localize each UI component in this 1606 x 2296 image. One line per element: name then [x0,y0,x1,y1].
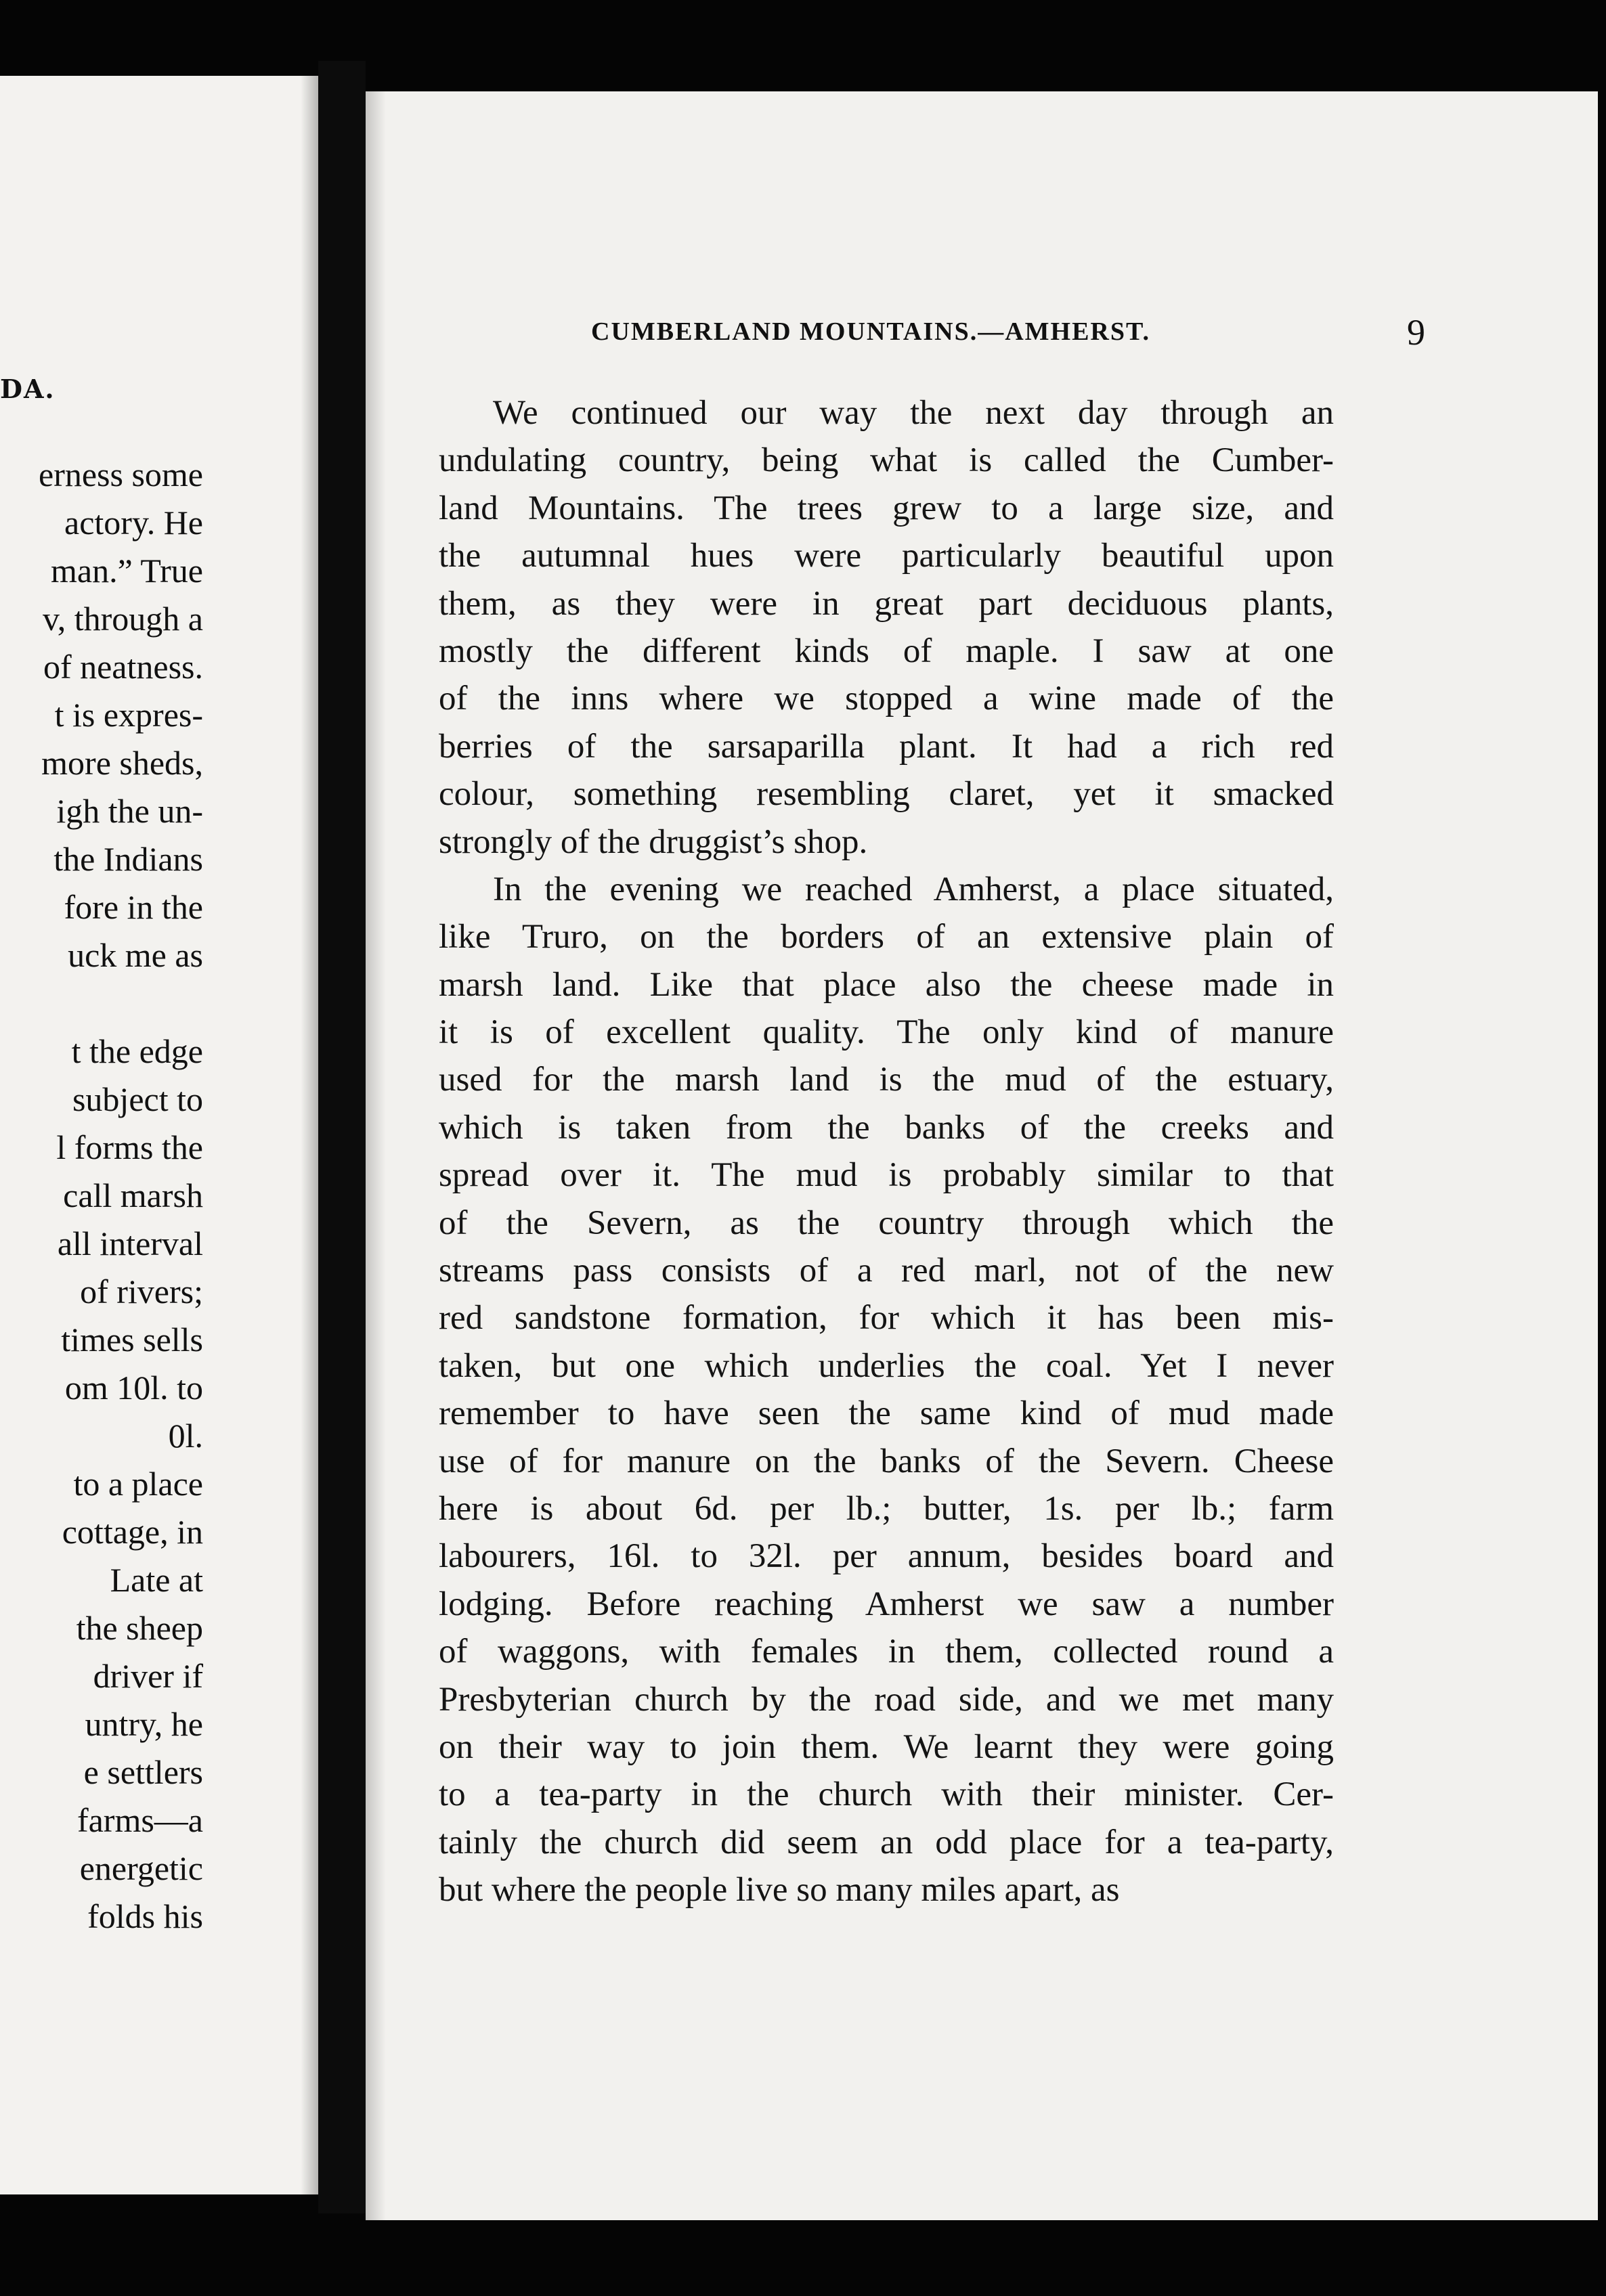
text-line: tainly the church did seem an odd place for a tea-party, [439,1823,1334,1861]
text-line: red sandstone formation, for which it has been mis- [439,1299,1334,1338]
left-page-line: untry, he [85,1705,203,1743]
text-line: remember to have seen the same kind of mud made [439,1394,1334,1433]
left-page-line: of neatness. [43,648,203,686]
left-page-line: more sheds, [41,744,203,782]
left-page-line: folds his [87,1897,203,1935]
text-line: it is of excellent quality. The only kind of manure [439,1013,1334,1052]
left-page-line: the sheep [76,1609,203,1647]
text-line: In the evening we reached Amherst, a place situated, [493,870,1334,908]
gutter-shadow [301,76,318,2194]
page-number: 9 [1407,312,1425,353]
text-line: of the Severn, as the country through which the [439,1204,1334,1242]
text-line: mostly the different kinds of maple. I saw at one [439,632,1334,670]
page-edge-shadow [366,91,386,2224]
text-line: to a tea-party in the church with their minister. Cer- [439,1775,1334,1814]
text-line: the autumnal hues were particularly beautiful upon [439,537,1334,575]
text-line: used for the marsh land is the mud of the estuary, [439,1061,1334,1099]
left-page-line: fore in the [64,888,203,926]
text-line: but where the people live so many miles apart, as [439,1871,1120,1909]
text-line: taken, but one which underlies the coal. Yet I never [439,1346,1334,1385]
left-running-head-fragment: DA. [0,374,56,404]
left-page-line: Late at [110,1561,203,1599]
left-page-line: cottage, in [62,1513,203,1551]
text-line: undulating country, being what is called the Cumber- [439,441,1334,480]
text-line: on their way to join them. We learnt they were going [439,1727,1334,1766]
left-page-line: all interval [57,1224,203,1262]
left-page-line: uck me as [68,936,203,974]
right-page [366,91,1598,2224]
left-page-line: man.” True [51,552,203,590]
left-page-line: igh the un- [56,792,203,830]
left-page-line: om 10l. to [64,1369,203,1407]
paragraph [439,866,1334,1914]
left-page-line: the Indians [53,840,203,878]
left-page-line: actory. He [64,504,203,542]
left-page-line: l forms the [56,1128,203,1166]
text-line: We continued our way the next day through an [493,394,1334,432]
left-page-line: subject to [72,1080,203,1118]
left-page-line: v, through a [43,600,203,638]
text-line: use of for manure on the banks of the Severn. Cheese [439,1442,1334,1480]
running-title: CUMBERLAND MOUNTAINS.—AMHERST. [591,317,1151,346]
left-page-line: driver if [93,1657,203,1695]
left-page-line: e settlers [83,1753,203,1791]
text-line: labourers, 16l. to 32l. per annum, besides board and [439,1537,1334,1576]
left-page-line: times sells [61,1321,203,1359]
scan-bottom-border [0,2220,1606,2296]
left-page-line: to a place [73,1465,203,1503]
text-line: land Mountains. The trees grew to a large size, and [439,489,1334,527]
left-facing-page [0,76,318,2194]
text-line: streams pass consists of a red marl, not of the new [439,1252,1334,1290]
left-page-line: t the edge [71,1032,203,1070]
left-page-line: farms—a [77,1801,203,1839]
text-line: Presbyterian church by the road side, and we met many [439,1680,1334,1719]
text-line: them, as they were in great part deciduous plants, [439,584,1334,623]
book-binding [318,61,366,2213]
text-line: of waggons, with females in them, collected round a [439,1633,1334,1671]
paragraph [439,389,1334,866]
text-line: which is taken from the banks of the creeks and [439,1108,1334,1147]
left-page-line: energetic [79,1849,203,1887]
text-line: lodging. Before reaching Amherst we saw a number [439,1585,1334,1623]
text-line: here is about 6d. per lb.; butter, 1s. per lb.; farm [439,1489,1334,1528]
text-line: berries of the sarsaparilla plant. It had a rich red [439,727,1334,766]
text-line: like Truro, on the borders of an extensive plain of [439,918,1334,956]
page-body-text [439,389,1334,1914]
text-line: marsh land. Like that place also the cheese made in [439,965,1334,1004]
left-page-line: erness some [39,456,203,493]
left-page-line: call marsh [63,1176,203,1214]
left-page-line: of rivers; [80,1273,203,1310]
text-line: of the inns where we stopped a wine made of the [439,680,1334,718]
left-page-line: 0l. [168,1417,203,1455]
text-line: colour, something resembling claret, yet it smacked [439,775,1334,814]
text-line: strongly of the druggist’s shop. [439,822,868,861]
left-page-line: t is expres- [54,696,203,734]
text-line: spread over it. The mud is probably similar to that [439,1156,1334,1195]
